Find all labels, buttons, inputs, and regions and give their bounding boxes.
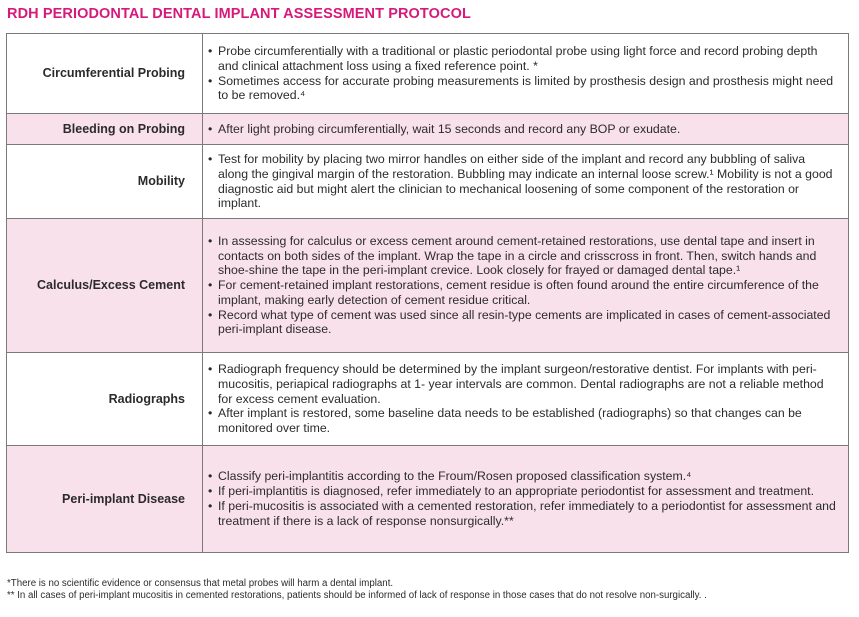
row-label: Peri-implant Disease (7, 446, 203, 553)
list-item: • Probe circumferentially with a traditional or plastic periodontal probe using light force and record probing depth and clinical attachment loss using a fixed reference point. * (208, 44, 836, 74)
list-item: • If peri-mucositis is associated with a cemented restoration, refer immediately to a periodontist for assessment and treatment if there is a lack of response nonsurgically.** (208, 499, 836, 529)
row-label: Radiographs (7, 353, 203, 446)
list-item: • Test for mobility by placing two mirror handles on either side of the implant and record any bubbling of saliva along the gingival margin of the restoration. Bubbling may indicate an internal loose screw.¹ Mobility is not a good diagnostic aid but might alert the clinician to mechanical loosening of some component of the restoration or implant. (208, 152, 836, 211)
row-content (203, 34, 849, 114)
assessment-protocol-table (6, 33, 849, 553)
list-item: • Sometimes access for accurate probing measurements is limited by prosthesis design and prosthesis might need to be removed.⁴ (208, 74, 836, 104)
row-content (203, 219, 849, 353)
row-label: Mobility (7, 145, 203, 219)
list-item: • Record what type of cement was used since all resin-type cements are implicated in cases of cement-associated peri-implant disease. (208, 308, 836, 338)
footnote: *There is no scientific evidence or consensus that metal probes will harm a dental implant. (7, 578, 394, 589)
row-label: Bleeding on Probing (7, 114, 203, 145)
table-row (7, 114, 849, 145)
row-label: Circumferential Probing (7, 34, 203, 114)
table-row (7, 353, 849, 446)
list-item: • Radiograph frequency should be determined by the implant surgeon/restorative dentist. For implants with peri-mucositis, periapical radiographs at 1- year intervals are common. Dental radiographs are not a reliable method for excess cement evaluation. (208, 362, 836, 406)
page-title: RDH PERIODONTAL DENTAL IMPLANT ASSESSMENT PROTOCOL (7, 6, 471, 22)
list-item: • If peri-implantitis is diagnosed, refer immediately to an appropriate periodontist for assessment and treatment. (208, 484, 836, 499)
list-item: • In assessing for calculus or excess cement around cement-retained restorations, use dental tape and insert in contacts on both sides of the implant. Wrap the tape in a circle and crisscross in front. Then, switch hands and shoe-shine the tape in the peri-implant crevice. Look closely for frayed or damaged dental tape.¹ (208, 234, 836, 278)
list-item: • For cement-retained implant restorations, cement residue is often found around the entire circumference of the implant, making early detection of cement residue critical. (208, 278, 836, 308)
footnotes (7, 578, 837, 601)
table-row (7, 446, 849, 553)
table-row (7, 34, 849, 114)
row-label: Calculus/Excess Cement (7, 219, 203, 353)
table-row (7, 145, 849, 219)
row-content (203, 114, 849, 145)
footnote: ** In all cases of peri-implant mucositis in cemented restorations, patients should be informed of lack of response in those cases that do not resolve non-surgically. . (7, 589, 707, 601)
list-item: • Classify peri-implantitis according to the Froum/Rosen proposed classification system.⁴ (208, 469, 836, 484)
table-row (7, 219, 849, 353)
row-content (203, 145, 849, 219)
list-item: • After implant is restored, some baseline data needs to be established (radiographs) so that changes can be monitored over time. (208, 406, 836, 436)
row-content (203, 446, 849, 553)
list-item: • After light probing circumferentially, wait 15 seconds and record any BOP or exudate. (208, 122, 836, 137)
row-content (203, 353, 849, 446)
